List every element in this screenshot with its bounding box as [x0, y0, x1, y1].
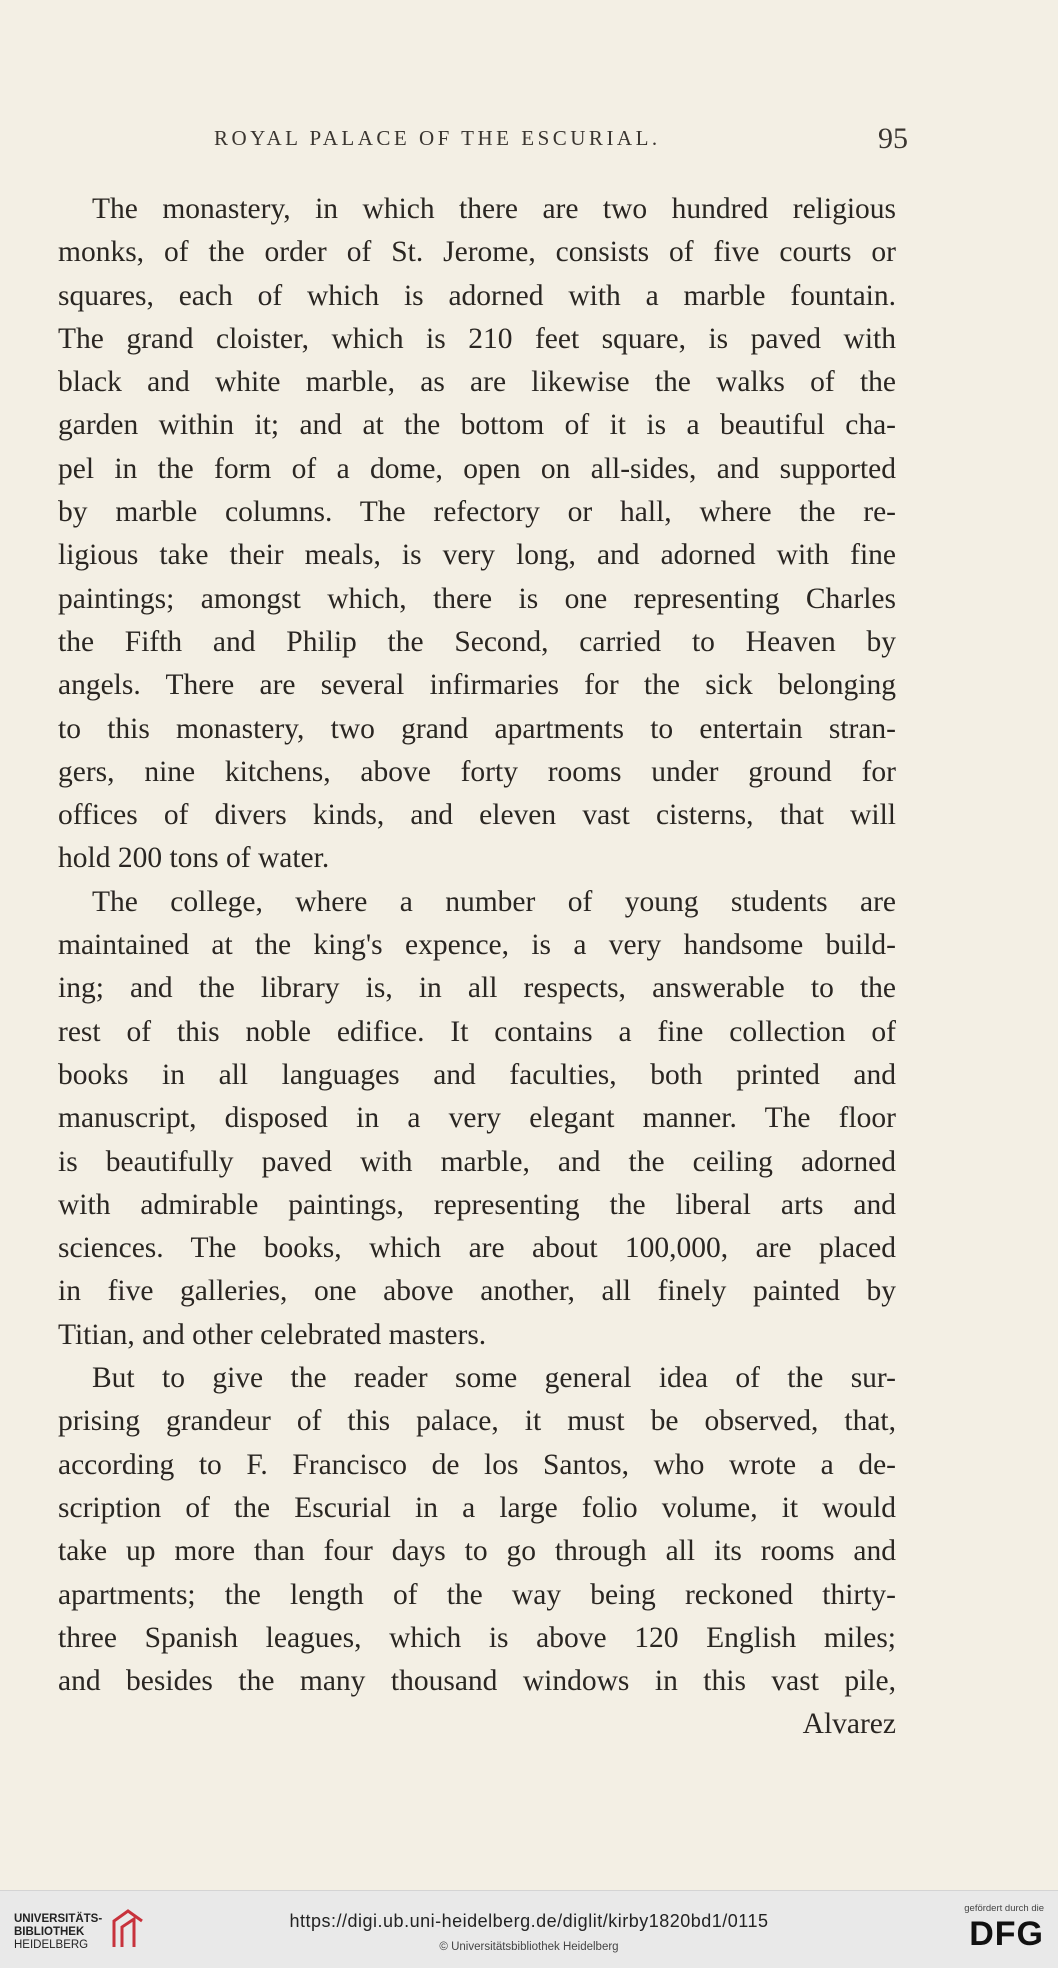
text-line: squares, each of which is adorned with a marble fountain. — [58, 279, 896, 312]
text-line: The grand cloister, which is 210 feet square, is paved with — [58, 322, 896, 355]
text-line: the Fifth and Philip the Second, carried to Heaven by — [58, 625, 896, 658]
text-line: scription of the Escurial in a large folio volume, it would — [58, 1491, 896, 1524]
text-line: The college, where a number of young students are — [92, 885, 896, 918]
text-line: Titian, and other celebrated masters. — [58, 1318, 487, 1351]
text-line: maintained at the king's expence, is a very handsome build- — [58, 929, 896, 962]
text-line: black and white marble, as are likewise the walks of the — [58, 366, 896, 399]
viewer-footer — [0, 1890, 1058, 1968]
copyright-notice: © Universitätsbibliothek Heidelberg — [439, 1941, 619, 1953]
library-logo-line: BIBLIOTHEK — [14, 1926, 85, 1938]
text-line: angels. There are several infirmaries for the sick belonging — [58, 669, 896, 702]
text-line: to this monastery, two grand apartments to entertain stran- — [58, 712, 896, 745]
text-line: apartments; the length of the way being reckoned thirty- — [58, 1578, 896, 1611]
page-number: 95 — [878, 122, 908, 155]
text-line: and besides the many thousand windows in this vast pile, — [58, 1665, 896, 1698]
text-line: rest of this noble edifice. It contains a fine collection of — [58, 1015, 896, 1048]
text-line: garden within it; and at the bottom of it is a beautiful cha- — [58, 409, 896, 442]
text-line: three Spanish leagues, which is above 120 English miles; — [58, 1621, 896, 1654]
text-line: offices of divers kinds, and eleven vast cisterns, that will — [58, 799, 896, 832]
text-line: paintings; amongst which, there is one representing Charles — [58, 582, 896, 615]
permalink-url[interactable]: https://digi.ub.uni-heidelberg.de/diglit/kirby1820bd1/0115 — [289, 1911, 769, 1931]
library-logo-line: UNIVERSITÄTS- — [14, 1913, 103, 1925]
library-logo-line: HEIDELBERG — [14, 1939, 89, 1951]
running-title: ROYAL PALACE OF THE ESCURIAL. — [214, 126, 661, 150]
text-line: But to give the reader some general idea of the sur- — [92, 1362, 896, 1395]
text-line: monks, of the order of St. Jerome, consists of five courts or — [58, 236, 896, 269]
funding-note: gefördert durch die — [964, 1903, 1044, 1914]
text-line: hold 200 tons of water. — [58, 842, 330, 875]
catchword: Alvarez — [802, 1708, 896, 1741]
text-line: sciences. The books, which are about 100,000, are placed — [58, 1232, 896, 1265]
text-line: The monastery, in which there are two hundred religious — [92, 193, 896, 225]
body-text — [58, 188, 896, 1747]
text-line: ing; and the library is, in all respects, answerable to the — [58, 972, 896, 1005]
text-line: prising grandeur of this palace, it must be observed, that, — [58, 1405, 896, 1438]
text-line: manuscript, disposed in a very elegant manner. The floor — [58, 1102, 896, 1135]
text-line: according to F. Francisco de los Santos, who wrote a de- — [58, 1448, 896, 1481]
text-line: by marble columns. The refectory or hall, where the re- — [58, 496, 896, 529]
funder-badge[interactable] — [944, 1903, 1044, 1951]
text-line: books in all languages and faculties, both printed and — [58, 1058, 896, 1091]
page-header — [214, 122, 908, 162]
text-line: ligious take their meals, is very long, and adorned with fine — [58, 539, 896, 572]
text-line: is beautifully paved with marble, and the ceiling adorned — [58, 1145, 896, 1178]
text-line: in five galleries, one above another, all finely painted by — [58, 1275, 896, 1308]
text-line: with admirable paintings, representing the liberal arts and — [58, 1188, 896, 1221]
dfg-logo: DFG — [969, 1915, 1044, 1953]
text-line: pel in the form of a dome, open on all-sides, and supported — [58, 452, 896, 485]
text-line: gers, nine kitchens, above forty rooms under ground for — [58, 755, 896, 788]
text-line: take up more than four days to go through all its rooms and — [58, 1535, 896, 1568]
